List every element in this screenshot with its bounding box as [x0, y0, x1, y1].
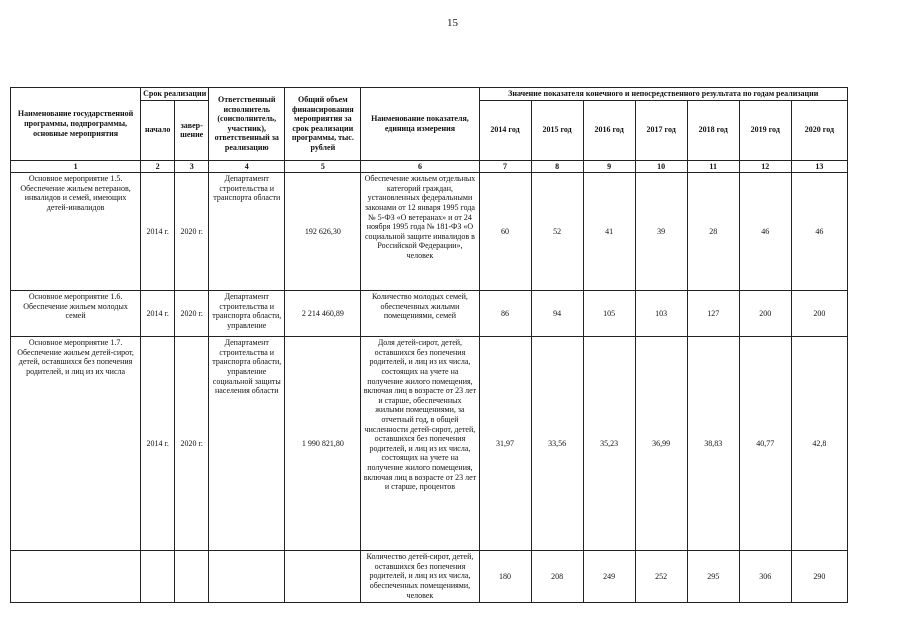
- indicator-value: 28: [687, 173, 739, 291]
- column-number: 12: [739, 160, 791, 173]
- col-header-funding: Общий объем финансирования мероприятия за срок реализации программы, тыс. рублей: [285, 88, 361, 161]
- indicator-value: 42,8: [791, 337, 847, 551]
- indicator-value: 60: [479, 173, 531, 291]
- col-header-year: 2016 год: [583, 100, 635, 160]
- end-year: 2020 г.: [175, 173, 209, 291]
- indicator-value: 39: [635, 173, 687, 291]
- indicator-value: 35,23: [583, 337, 635, 551]
- indicator-name: Обеспечение жильем отдельных категорий граждан, установленных федеральными законами от 12 января 1995 года № 5-ФЗ «О ветеранах» и от 24 ноября 1995 года № 181-ФЗ «О социальной защите инвалидов в Российской Федерации», человек: [361, 173, 479, 291]
- indicator-value: 94: [531, 291, 583, 337]
- indicator-value: 105: [583, 291, 635, 337]
- indicator-value: 249: [583, 551, 635, 603]
- responsible-executor: Департамент строительства и транспорта области, управление: [209, 291, 285, 337]
- funding-amount: 192 626,30: [285, 173, 361, 291]
- indicator-value: 38,83: [687, 337, 739, 551]
- indicator-value: 208: [531, 551, 583, 603]
- indicator-value: 46: [739, 173, 791, 291]
- col-header-responsible: Ответственный исполнитель (соисполнитель, участник), ответственный за реализацию: [209, 88, 285, 161]
- col-header-values-group: Значение показателя конечного и непосредственного результата по годам реализации: [479, 88, 848, 101]
- indicator-value: 46: [791, 173, 847, 291]
- column-number: 3: [175, 160, 209, 173]
- col-header-year: 2019 год: [739, 100, 791, 160]
- indicator-value: 180: [479, 551, 531, 603]
- empty-cell: [141, 551, 175, 603]
- activity-name: Основное мероприятие 1.7. Обеспечение жильем детей-сирот, детей, оставшихся без попечения родителей, и лиц из их числа: [11, 337, 141, 551]
- indicator-value: 36,99: [635, 337, 687, 551]
- indicator-value: 306: [739, 551, 791, 603]
- report-table: [10, 87, 848, 603]
- indicator-value: 40,77: [739, 337, 791, 551]
- funding-amount: 1 990 821,80: [285, 337, 361, 551]
- start-year: 2014 г.: [141, 291, 175, 337]
- column-number: 9: [583, 160, 635, 173]
- column-number: 1: [11, 160, 141, 173]
- column-number: 2: [141, 160, 175, 173]
- start-year: 2014 г.: [141, 337, 175, 551]
- empty-cell: [11, 551, 141, 603]
- col-header-period: Срок реализации: [141, 88, 209, 101]
- col-header-year: 2015 год: [531, 100, 583, 160]
- end-year: 2020 г.: [175, 291, 209, 337]
- indicator-name: Количество детей-сирот, детей, оставшихся без попечения родителей, и лиц из их числа, обеспеченных помещениями, человек: [361, 551, 479, 603]
- col-header-year: 2020 год: [791, 100, 847, 160]
- indicator-value: 200: [739, 291, 791, 337]
- column-number-row: [11, 160, 848, 173]
- indicator-value: 127: [687, 291, 739, 337]
- page-number: 15: [447, 17, 458, 29]
- indicator-value: 200: [791, 291, 847, 337]
- indicator-value: 103: [635, 291, 687, 337]
- empty-cell: [209, 551, 285, 603]
- indicator-value: 41: [583, 173, 635, 291]
- empty-cell: [285, 551, 361, 603]
- responsible-executor: Департамент строительства и транспорта области, управление социальной защиты населения области: [209, 337, 285, 551]
- end-year: 2020 г.: [175, 337, 209, 551]
- table-row: [11, 291, 848, 337]
- col-header-indicator: Наименование показателя, единица измерения: [361, 88, 479, 161]
- table-row: [11, 551, 848, 603]
- activity-name: Основное мероприятие 1.6. Обеспечение жильем молодых семей: [11, 291, 141, 337]
- indicator-value: 52: [531, 173, 583, 291]
- indicator-value: 252: [635, 551, 687, 603]
- col-header-year: 2017 год: [635, 100, 687, 160]
- col-header-start: начало: [141, 100, 175, 160]
- empty-cell: [175, 551, 209, 603]
- indicator-value: 31,97: [479, 337, 531, 551]
- col-header-year: 2014 год: [479, 100, 531, 160]
- column-number: 4: [209, 160, 285, 173]
- column-number: 5: [285, 160, 361, 173]
- indicator-name: Количество молодых семей, обеспеченных жилыми помещениями, семей: [361, 291, 479, 337]
- indicator-value: 295: [687, 551, 739, 603]
- col-header-end: завер-шение: [175, 100, 209, 160]
- indicator-value: 86: [479, 291, 531, 337]
- indicator-value: 33,56: [531, 337, 583, 551]
- start-year: 2014 г.: [141, 173, 175, 291]
- table-row: [11, 173, 848, 291]
- col-header-name: Наименование государственной программы, подпрограммы, основные мероприятия: [11, 88, 141, 161]
- column-number: 10: [635, 160, 687, 173]
- activity-name: Основное мероприятие 1.5. Обеспечение жильем ветеранов, инвалидов и семей, имеющих детей-инвалидов: [11, 173, 141, 291]
- column-number: 8: [531, 160, 583, 173]
- indicator-name: Доля детей-сирот, детей, оставшихся без попечения родителей, и лиц из их числа, состоящих на учете на получение жилого помещения, включая лиц в возрасте от 23 лет и старше, обеспеченных жилыми помещениями, за отчетный год, в общей численности детей-сирот, детей, оставшихся без попечения родителей, и лиц из их числа, состоящих на учете на получение жилого помещения, включая лиц в возрасте от 23 лет и старше, процентов: [361, 337, 479, 551]
- column-number: 7: [479, 160, 531, 173]
- indicator-value: 290: [791, 551, 847, 603]
- funding-amount: 2 214 460,89: [285, 291, 361, 337]
- column-number: 6: [361, 160, 479, 173]
- col-header-year: 2018 год: [687, 100, 739, 160]
- table-row: [11, 337, 848, 551]
- column-number: 11: [687, 160, 739, 173]
- responsible-executor: Департамент строительства и транспорта области: [209, 173, 285, 291]
- column-number: 13: [791, 160, 847, 173]
